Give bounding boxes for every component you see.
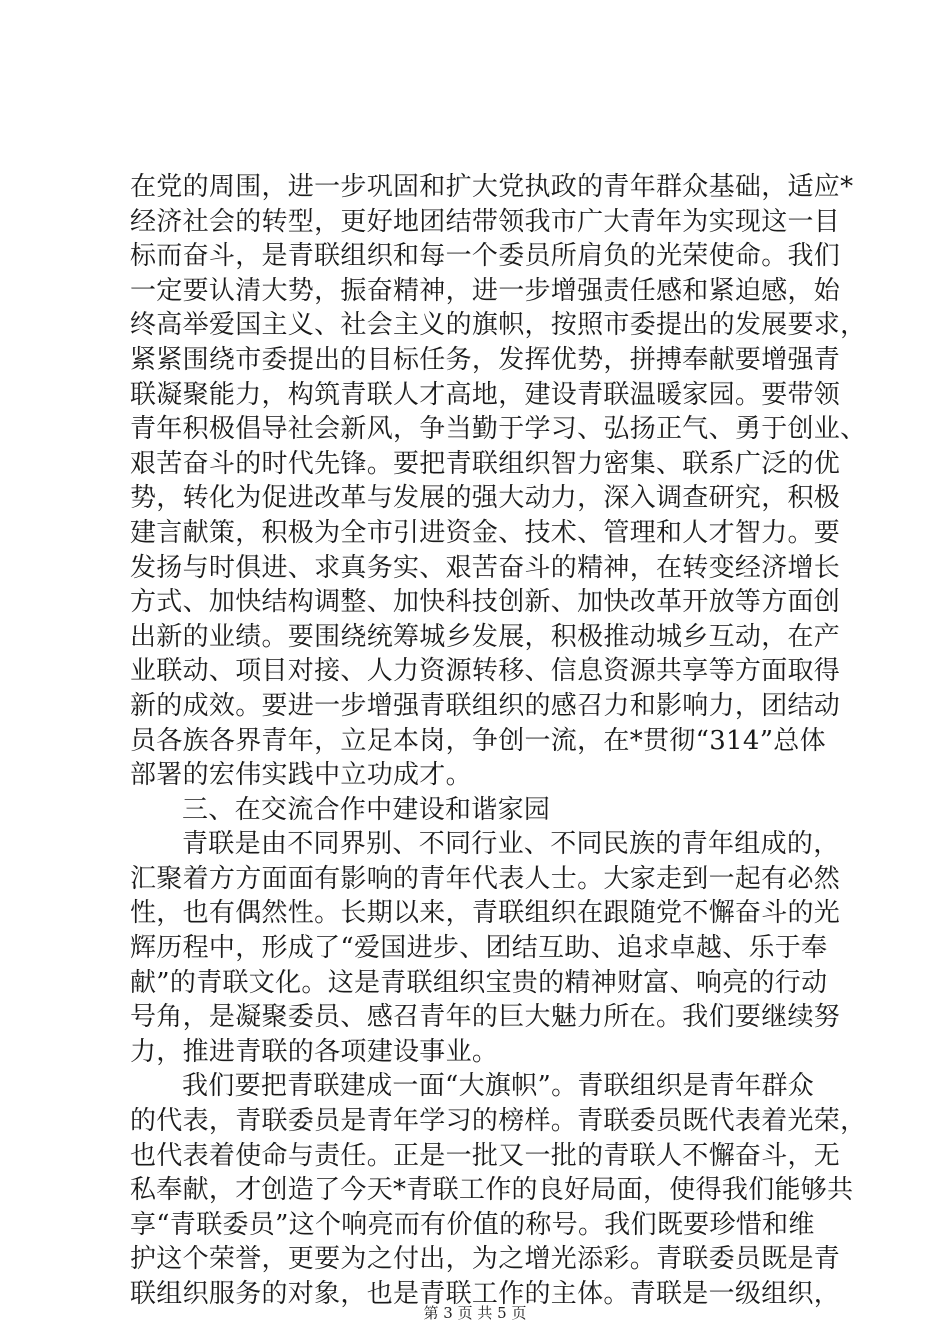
text-line: 辉历程中，形成了“爱国进步、团结互助、追求卓越、乐于奉 <box>130 933 828 964</box>
text-line: 一定要认清大势，振奋精神，进一步增强责任感和紧迫感，始 <box>130 275 841 306</box>
page-footer: 第 3 页 共 5 页 <box>423 1304 527 1322</box>
text-line: 私奉献，才创造了今天*青联工作的良好局面，使得我们能够共 <box>130 1175 854 1206</box>
text-line: 部署的宏伟实践中立功成才。 <box>130 760 472 791</box>
text-line: 方式、加快结构调整、加快科技创新、加快改革开放等方面创 <box>130 587 841 618</box>
text-line: 青联是由不同界别、不同行业、不同民族的青年组成的， <box>182 829 840 860</box>
text-line: 性，也有偶然性。长期以来，青联组织在跟随党不懈奋斗的光 <box>130 898 841 929</box>
text-line: 力，推进青联的各项建设事业。 <box>130 1036 499 1067</box>
text-line: 在党的周围，进一步巩固和扩大党执政的青年群众基础，适应* <box>130 172 854 202</box>
text-line: 势，转化为促进改革与发展的强大动力，深入调查研究，积极 <box>130 483 841 514</box>
text-line: 新的成效。要进一步增强青联组织的感召力和影响力，团结动 <box>130 690 841 721</box>
text-line: 联凝聚能力，构筑青联人才高地，建设青联温暖家园。要带领 <box>130 379 841 410</box>
text-line: 汇聚着方方面面有影响的青年代表人士。大家走到一起有必然 <box>130 863 841 894</box>
text-line: 出新的业绩。要围绕统筹城乡发展，积极推动城乡互动，在产 <box>130 621 841 652</box>
text-line: 号角，是凝聚委员、感召青年的巨大魅力所在。我们要继续努 <box>130 1002 841 1033</box>
document-body <box>130 170 867 1312</box>
text-line: 青年积极倡导社会新风，争当勤于学习、弘扬正气、勇于创业、 <box>130 414 867 445</box>
text-line: 终高举爱国主义、社会主义的旗帜，按照市委提出的发展要求， <box>130 310 867 341</box>
text-line: 护这个荣誉，更要为之付出，为之增光添彩。青联委员既是青 <box>130 1244 841 1275</box>
text-line: 享“青联委员”这个响亮而有价值的称号。我们既要珍惜和维 <box>130 1209 815 1240</box>
text-line: 经济社会的转型，更好地团结带领我市广大青年为实现这一目 <box>130 206 841 237</box>
text-line: 献”的青联文化。这是青联组织宝贵的精神财富、响亮的行动 <box>130 967 828 998</box>
text-line: 建言献策，积极为全市引进资金、技术、管理和人才智力。要 <box>130 517 841 548</box>
text-line: 联组织服务的对象，也是青联工作的主体。青联是一级组织， <box>130 1279 841 1309</box>
text-line: 我们要把青联建成一面“大旗帜”。青联组织是青年群众 <box>182 1071 815 1102</box>
text-line: 员各族各界青年，立足本岗，争创一流，在*贯彻“314”总体 <box>130 725 826 756</box>
text-line: 的代表，青联委员是青年学习的榜样。青联委员既代表着光荣， <box>130 1106 867 1137</box>
text-line: 也代表着使命与责任。正是一批又一批的青联人不懈奋斗，无 <box>130 1140 841 1171</box>
text-line: 标而奋斗，是青联组织和每一个委员所肩负的光荣使命。我们 <box>130 241 841 272</box>
text-line: 艰苦奋斗的时代先锋。要把青联组织智力密集、联系广泛的优 <box>130 448 841 479</box>
text-line: 业联动、项目对接、人力资源转移、信息资源共享等方面取得 <box>130 656 841 687</box>
text-line: 紧紧围绕市委提出的目标任务，发挥优势，拼搏奉献要增强青 <box>130 344 841 375</box>
text-line: 发扬与时俱进、求真务实、艰苦奋斗的精神，在转变经济增长 <box>130 552 841 583</box>
text-line: 三、在交流合作中建设和谐家园 <box>182 794 551 825</box>
